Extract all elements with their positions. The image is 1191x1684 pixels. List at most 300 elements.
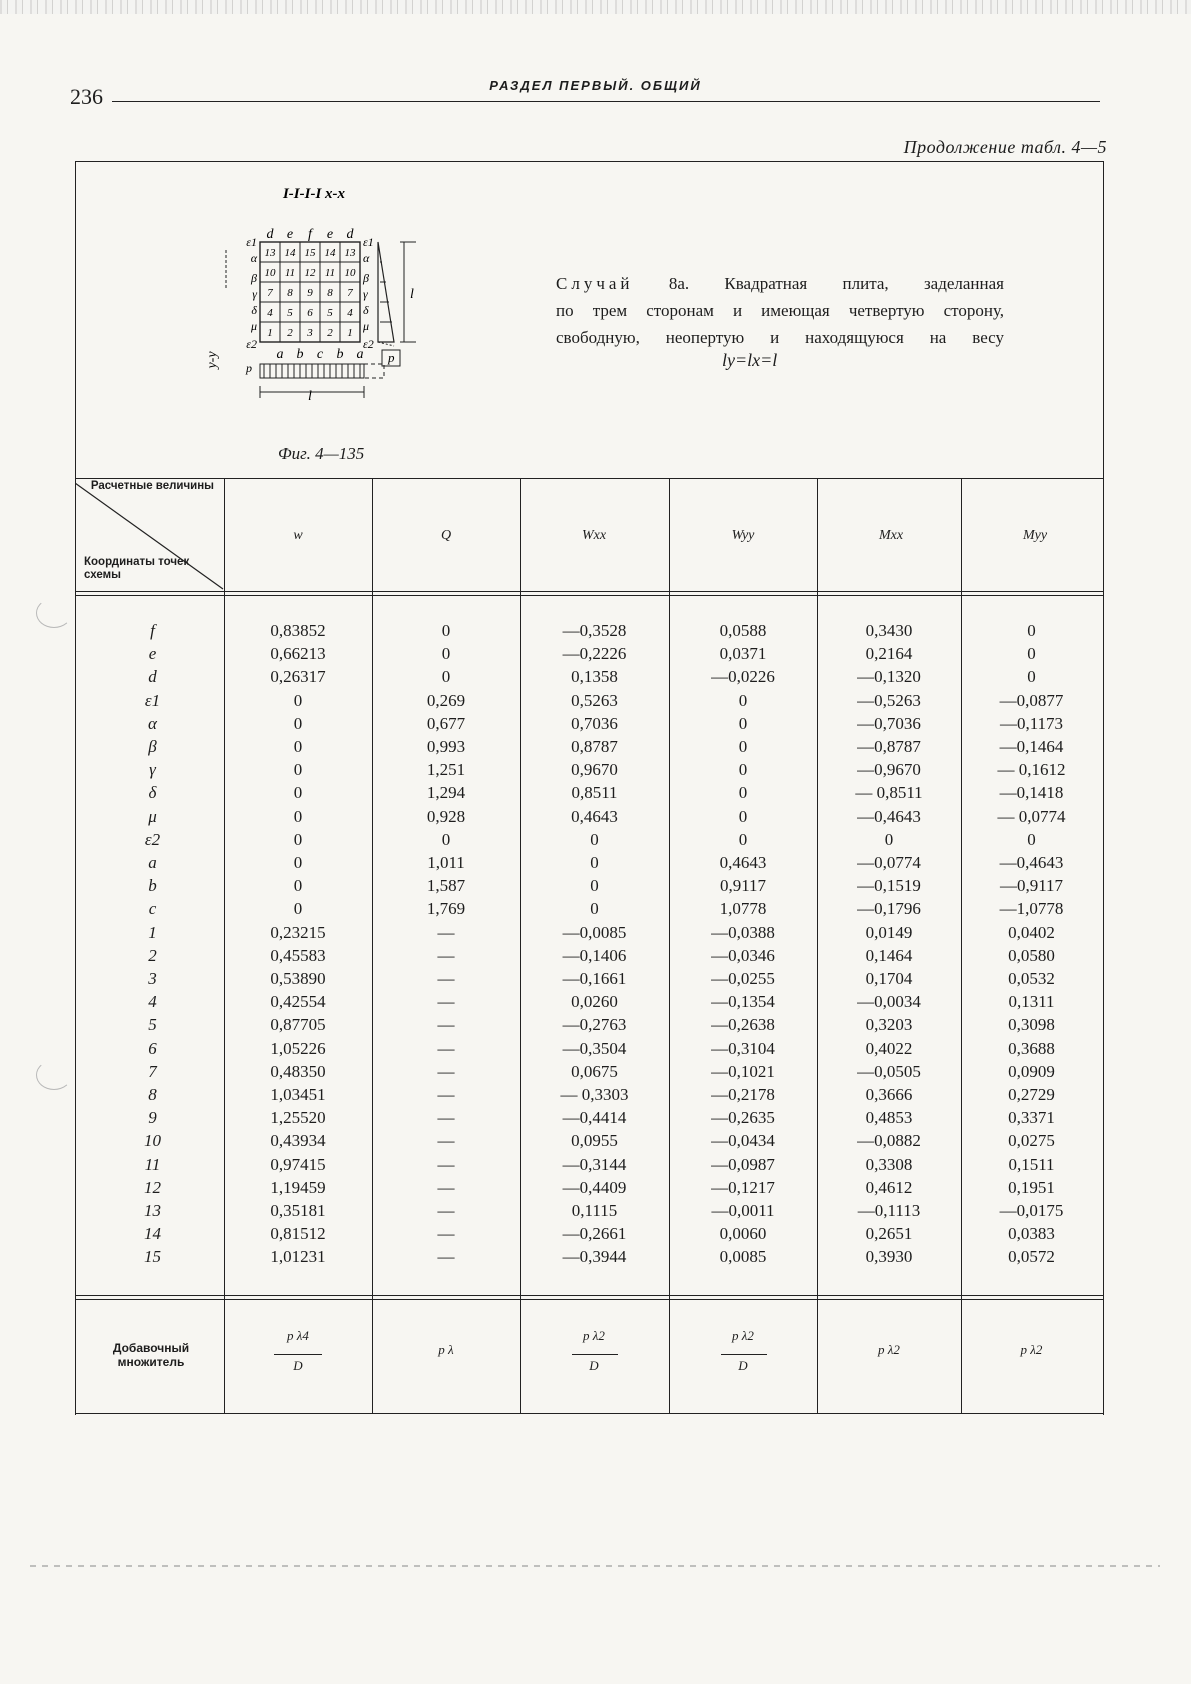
cell-point: 2 [148, 945, 157, 965]
right-label: γ [363, 287, 368, 301]
table-row [0, 691, 1191, 714]
cell-wxx: 0,5263 [571, 690, 618, 710]
cell-w: 1,25520 [270, 1108, 326, 1128]
left-label: γ [252, 287, 257, 301]
cell-wyy: —0,2635 [711, 1108, 775, 1128]
cell-myy: — 0,1612 [997, 760, 1066, 780]
cell-wyy: 0,0060 [719, 1224, 767, 1244]
grid-cell: 4 [267, 307, 273, 319]
cell-mxx: 0,0149 [865, 922, 913, 942]
cell-myy: 0,1511 [1008, 1154, 1055, 1174]
case-line-1 [556, 270, 1004, 297]
length-label-right: l [410, 287, 414, 302]
col-header-myy: Myy [1022, 528, 1048, 543]
cell-point: ε1 [144, 690, 161, 710]
cell-mxx: —0,0882 [857, 1131, 921, 1151]
cell-q: 1,011 [427, 853, 465, 872]
cell-mxx: 0,2651 [865, 1224, 913, 1244]
left-label: α [250, 251, 257, 265]
cell-wxx: —0,1661 [562, 969, 627, 988]
body-bottom-rule-2 [75, 1299, 1104, 1300]
left-label: μ [250, 319, 257, 333]
cell-myy: 0,0532 [1008, 969, 1055, 988]
cell-wxx: —0,1406 [562, 945, 627, 965]
cell-myy: 0,0580 [1008, 945, 1055, 965]
cell-point: e [148, 644, 157, 664]
case-number: 8а. [668, 274, 690, 293]
cell-w: 1,19459 [270, 1177, 326, 1197]
grid-cell: 1 [267, 327, 273, 339]
cell-point: γ [149, 760, 156, 780]
cell-q: 0 [441, 621, 451, 640]
cell-mxx: 0,4612 [865, 1177, 913, 1197]
cell-q: — [437, 1038, 455, 1058]
cell-w: 0 [293, 737, 303, 756]
cell-w: 0,26317 [270, 667, 326, 687]
cell-point: 6 [148, 1038, 157, 1058]
multiplier-w-numerator: p λ4 [287, 1328, 309, 1343]
cell-point: 15 [144, 1247, 161, 1267]
cell-myy: —1,0778 [999, 899, 1064, 919]
load-label-right: p [388, 350, 395, 365]
table-row [0, 876, 1191, 899]
cell-mxx: —0,1796 [857, 899, 921, 919]
table-row [0, 1085, 1191, 1108]
multiplier-q: p λ [438, 1342, 454, 1357]
cell-point: b [148, 876, 157, 896]
table-row [0, 946, 1191, 969]
frame-bottom-rule [75, 1413, 1104, 1414]
cell-w: 0 [293, 853, 303, 872]
table-row [0, 807, 1191, 830]
cell-mxx: —0,8787 [857, 737, 921, 756]
cell-myy: 0,0909 [1008, 1061, 1055, 1081]
cell-myy: 0,0572 [1008, 1247, 1055, 1267]
table-continuation-label: Продолжение табл. 4—5 [903, 137, 1107, 157]
scan-noise-bottom [30, 1565, 1160, 1567]
cell-wxx: 0,8511 [571, 783, 618, 803]
table-row [0, 1015, 1191, 1038]
table-row [0, 923, 1191, 946]
right-label: β [363, 271, 369, 285]
cell-mxx: —0,4643 [857, 806, 921, 826]
bottom-label: a [356, 347, 364, 362]
cell-w: 0 [293, 829, 303, 849]
cell-mxx: 0,3930 [865, 1247, 913, 1267]
grid-cell: 6 [307, 307, 313, 319]
cell-mxx: 0,3203 [865, 1015, 913, 1035]
multiplier-mxx: p λ2 [878, 1342, 900, 1357]
multiplier-wyy-numerator: p λ2 [732, 1328, 754, 1343]
header-corner-top: Расчетные величины [90, 480, 214, 492]
table-row [0, 899, 1191, 922]
punch-hole-mark [36, 1060, 72, 1090]
cell-q: — [437, 1108, 455, 1128]
cell-w: 0,97415 [270, 1154, 326, 1174]
grid-cell: 10 [344, 267, 356, 279]
right-label: ε2 [363, 337, 374, 351]
cell-w: 0,23215 [270, 922, 326, 942]
cell-q: — [437, 1015, 455, 1035]
cell-mxx: —0,1320 [857, 667, 921, 687]
cell-mxx: — 0,8511 [855, 783, 923, 803]
cell-wyy: 0 [738, 806, 748, 826]
cell-wxx: 0,0260 [571, 992, 618, 1012]
cell-q: — [437, 1085, 455, 1104]
cell-wyy: 0,0085 [719, 1247, 767, 1267]
running-head: РАЗДЕЛ ПЕРВЫЙ. ОБЩИЙ [489, 78, 702, 93]
cell-mxx: 0,2164 [865, 644, 913, 664]
table-row [0, 760, 1191, 783]
cell-q: 0,677 [426, 713, 466, 733]
cell-w: 0,48350 [270, 1061, 326, 1081]
cell-myy: 0,0275 [1008, 1131, 1055, 1151]
grid-cell: 3 [307, 327, 313, 339]
cell-wxx: —0,4414 [562, 1108, 627, 1128]
cell-mxx: —0,1113 [857, 1201, 921, 1220]
grid-cell: 5 [327, 307, 333, 319]
cell-myy: 0,3688 [1008, 1038, 1055, 1058]
cell-wxx: 0 [590, 876, 599, 896]
cell-wxx: 0 [590, 829, 599, 849]
grid-cell: 8 [327, 287, 333, 299]
cell-point: d [148, 667, 157, 687]
fraction-bar [572, 1354, 618, 1355]
multiplier-label: Добавочный множитель [112, 1341, 190, 1369]
header-corner-bottom: Координаты точек схемы [84, 556, 190, 581]
top-label: f [308, 227, 312, 242]
cell-mxx: 0,1464 [865, 945, 913, 965]
cell-myy: —0,9117 [999, 876, 1064, 896]
cell-w: 0,45583 [270, 945, 326, 965]
grid-cell: 14 [324, 247, 336, 259]
cell-mxx: 0,3308 [865, 1154, 913, 1174]
col-header-w: w [293, 528, 303, 543]
grid-cell: 14 [284, 247, 296, 259]
cell-myy: —0,1418 [999, 783, 1064, 803]
cell-wxx: —0,3504 [562, 1038, 627, 1058]
cell-myy: —0,0175 [999, 1201, 1064, 1220]
cell-w: 0,83852 [270, 621, 326, 640]
table-row [0, 1201, 1191, 1224]
cell-q: 1,251 [426, 760, 466, 780]
cell-wxx: 0,8787 [571, 737, 618, 756]
grid-cell: 2 [287, 327, 293, 339]
cell-wxx: 0,7036 [571, 713, 618, 733]
cell-wyy: —0,0987 [711, 1154, 775, 1174]
grid-cell: 11 [284, 267, 296, 279]
grid-cell: 7 [267, 287, 273, 299]
cell-point: c [148, 899, 157, 919]
table-row [0, 644, 1191, 667]
table-row [0, 830, 1191, 853]
col-header-wyy: Wyy [731, 528, 755, 543]
case-label: Случай [556, 274, 634, 293]
table-row [0, 1155, 1191, 1178]
case-condition: ly=lx=l [722, 350, 778, 370]
grid-cell: 4 [347, 307, 353, 319]
top-label: d [346, 227, 354, 242]
grid-cell: 7 [347, 287, 353, 299]
cell-mxx: 0,4022 [865, 1038, 913, 1058]
table-row [0, 969, 1191, 992]
bottom-label: b [296, 347, 304, 362]
cell-myy: —0,1173 [999, 713, 1064, 733]
cell-q: 0 [441, 667, 451, 687]
col-header-mxx: Mxx [878, 528, 904, 543]
cell-wxx: 0 [590, 899, 599, 919]
grid-cell: 8 [287, 287, 293, 299]
cell-w: 1,01231 [270, 1247, 326, 1267]
load-label-left: p [246, 361, 252, 375]
cell-point: δ [148, 783, 157, 803]
cell-wxx: —0,2226 [562, 644, 627, 664]
cell-w: 0,35181 [270, 1201, 326, 1220]
right-label: α [363, 251, 370, 265]
cell-myy: 0,3098 [1008, 1015, 1055, 1035]
cell-w: 0 [293, 690, 303, 710]
table-row [0, 853, 1191, 876]
cell-wyy: 0 [738, 783, 748, 803]
cell-w: 1,03451 [270, 1085, 326, 1104]
cell-wyy: —0,0011 [711, 1201, 775, 1220]
figure-caption: Фиг. 4—135 [278, 444, 365, 463]
header-rule [112, 101, 1100, 102]
cell-wxx: 0,1115 [571, 1201, 618, 1220]
cell-wyy: 1,0778 [719, 899, 767, 919]
right-label: δ [363, 303, 369, 317]
cell-w: 0 [293, 899, 303, 919]
grid-cell: 15 [304, 247, 316, 259]
cell-wyy: —0,0255 [711, 969, 775, 988]
case-text-1: Квадратная плита, заделанная [724, 274, 1004, 293]
cell-point: 5 [148, 1015, 157, 1035]
cell-q: — [437, 1061, 455, 1081]
cell-w: 0 [293, 760, 303, 780]
left-label: ε1 [246, 235, 257, 249]
plate-scheme-figure [202, 180, 452, 440]
top-label: e [326, 227, 334, 242]
cell-myy: 0,1311 [1008, 992, 1055, 1012]
table-row [0, 992, 1191, 1015]
plate-grid [245, 227, 416, 404]
cell-point: 9 [148, 1108, 157, 1128]
cell-w: 0,53890 [270, 969, 326, 988]
cell-w: 0 [293, 806, 303, 826]
cell-w: 0,43934 [270, 1131, 326, 1151]
multiplier-myy: p λ2 [1020, 1342, 1043, 1357]
length-label-bottom: l [308, 389, 312, 404]
right-label: ε1 [363, 235, 374, 249]
cell-q: 0 [441, 829, 451, 849]
cell-myy: 0,3371 [1008, 1108, 1055, 1128]
punch-hole-mark [36, 598, 72, 628]
cell-myy: —0,4643 [999, 853, 1064, 872]
cell-wyy: 0 [738, 737, 748, 756]
cell-wyy: 0 [738, 829, 748, 849]
cell-mxx: 0 [884, 829, 894, 849]
cell-myy: 0 [1027, 829, 1036, 849]
section-marks: I-I-I-I x-x [282, 186, 346, 202]
bottom-label: a [276, 347, 284, 362]
cell-wxx: 0,0955 [571, 1131, 618, 1151]
table-row [0, 1039, 1191, 1062]
cell-w: 1,05226 [270, 1038, 326, 1058]
cell-wyy: —0,2178 [711, 1085, 775, 1104]
cell-mxx: —0,0034 [857, 992, 921, 1012]
cell-myy: —0,1464 [999, 737, 1064, 756]
table-row [0, 714, 1191, 737]
cell-point: 3 [148, 969, 157, 988]
multiplier-wxx-denominator: D [589, 1358, 599, 1373]
cell-q: 1,294 [426, 783, 466, 803]
header-top-rule [75, 478, 1104, 479]
cell-point: 11 [144, 1154, 161, 1174]
cell-wyy: 0,4643 [719, 853, 767, 872]
cell-myy: — 0,0774 [997, 806, 1066, 826]
cell-wyy: 0 [738, 713, 748, 733]
cell-q: 0,928 [426, 806, 466, 826]
cell-mxx: 0,3666 [865, 1085, 913, 1104]
cell-wyy: 0 [738, 760, 748, 780]
bottom-label: b [336, 347, 344, 362]
cell-myy: 0,2729 [1008, 1085, 1055, 1104]
grid-cell: 13 [264, 247, 276, 259]
cell-point: β [148, 737, 157, 756]
cell-q: — [437, 1247, 455, 1267]
left-label: β [251, 271, 257, 285]
right-label: μ [363, 319, 370, 333]
bottom-label: c [316, 347, 324, 362]
cell-q: — [437, 969, 455, 988]
cell-wxx: —0,0085 [562, 922, 627, 942]
cell-myy: 0,1951 [1008, 1177, 1055, 1197]
table-row [0, 1224, 1191, 1247]
table-row [0, 1131, 1191, 1154]
cell-wxx: —0,3144 [562, 1154, 627, 1174]
fraction-bar [274, 1354, 322, 1355]
cell-wxx: —0,2763 [562, 1015, 627, 1035]
cell-wyy: 0,0371 [719, 644, 767, 664]
cell-myy: —0,0877 [999, 690, 1064, 710]
cell-point: 8 [148, 1085, 157, 1104]
grid-cell: 11 [324, 267, 336, 279]
table-row [0, 1178, 1191, 1201]
cell-q: 0,993 [426, 737, 466, 756]
cell-wxx: 0,1358 [571, 667, 618, 687]
cell-w: 0,66213 [270, 644, 326, 664]
cell-q: — [437, 1177, 455, 1197]
cell-wyy: —0,1217 [711, 1177, 775, 1197]
top-label: e [286, 227, 294, 242]
cell-wyy: 0,9117 [719, 876, 767, 896]
cell-myy: 0 [1027, 667, 1036, 687]
cell-wxx: 0,0675 [571, 1061, 618, 1081]
table-row [0, 737, 1191, 760]
cell-point: 1 [148, 922, 157, 942]
scan-noise-top [0, 0, 1191, 14]
cell-q: — [437, 1154, 455, 1174]
cell-wxx: —0,4409 [562, 1177, 627, 1197]
cell-w: 0 [293, 876, 303, 896]
cell-q: — [437, 945, 455, 965]
cell-wyy: —0,0226 [711, 667, 775, 687]
left-label: ε2 [246, 337, 257, 351]
cell-wxx: —0,2661 [562, 1224, 627, 1244]
cell-wxx: 0,9670 [571, 760, 618, 780]
cell-mxx: —0,0505 [857, 1061, 921, 1081]
table-row [0, 1108, 1191, 1131]
table-row [0, 1247, 1191, 1270]
header-bottom-rule-2 [75, 595, 1104, 596]
cell-wyy: 0 [738, 690, 748, 710]
cell-myy: 0 [1027, 644, 1036, 664]
cell-q: 1,769 [426, 899, 466, 919]
cell-wyy: 0,0588 [719, 621, 767, 640]
cell-q: — [437, 992, 455, 1012]
cell-mxx: —0,7036 [857, 713, 921, 733]
cell-wxx: 0 [590, 853, 599, 872]
cell-wxx: —0,3944 [562, 1247, 627, 1267]
cell-wyy: —0,3104 [711, 1038, 775, 1058]
cell-w: 0,81512 [270, 1224, 326, 1244]
cell-mxx: —0,5263 [857, 690, 921, 710]
grid-cell: 1 [347, 327, 353, 339]
cell-myy: 0,0383 [1008, 1224, 1055, 1244]
cell-point: 7 [148, 1061, 157, 1081]
cell-w: 0,87705 [270, 1015, 326, 1035]
cell-point: α [148, 713, 157, 733]
case-description [556, 270, 1004, 351]
cell-point: μ [148, 806, 157, 826]
cell-myy: 0 [1027, 621, 1036, 640]
cell-mxx: —0,9670 [857, 760, 921, 780]
cell-point: 10 [144, 1131, 161, 1151]
table-row [0, 621, 1191, 644]
case-text-3: свободную, неопертую и находящуюся на весу [556, 328, 1004, 347]
multiplier-w-denominator: D [293, 1358, 303, 1373]
table-row [0, 783, 1191, 806]
left-label: δ [251, 303, 257, 317]
cell-q: — [437, 1131, 455, 1151]
cell-mxx: 0,1704 [865, 969, 913, 988]
header-bottom-rule-1 [75, 591, 1104, 592]
cell-q: — [437, 1224, 455, 1244]
cell-myy: 0,0402 [1008, 922, 1055, 942]
cell-w: 0,42554 [270, 992, 326, 1012]
side-marks: y-y [205, 351, 220, 369]
grid-cell: 2 [327, 327, 333, 339]
case-text-2: по трем сторонам и имеющая четвертую сторону, [556, 301, 1004, 320]
col-header-wxx: Wxx [581, 528, 607, 543]
cell-mxx: —0,0774 [857, 853, 921, 872]
cell-q: 0 [441, 644, 451, 664]
grid-cell: 13 [344, 247, 356, 259]
grid-cell: 5 [287, 307, 293, 319]
cell-q: 1,587 [426, 876, 466, 896]
body-bottom-rule-1 [75, 1295, 1104, 1296]
grid-cell: 10 [264, 267, 276, 279]
cell-wyy: —0,1354 [711, 992, 775, 1012]
cell-q: — [437, 922, 455, 942]
cell-wyy: —0,0346 [711, 945, 775, 965]
cell-wyy: —0,0434 [711, 1131, 775, 1151]
cell-wxx: — 0,3303 [560, 1085, 629, 1104]
cell-q: — [437, 1201, 455, 1220]
table-row [0, 667, 1191, 690]
table-row [0, 1062, 1191, 1085]
cell-w: 0 [293, 713, 303, 733]
